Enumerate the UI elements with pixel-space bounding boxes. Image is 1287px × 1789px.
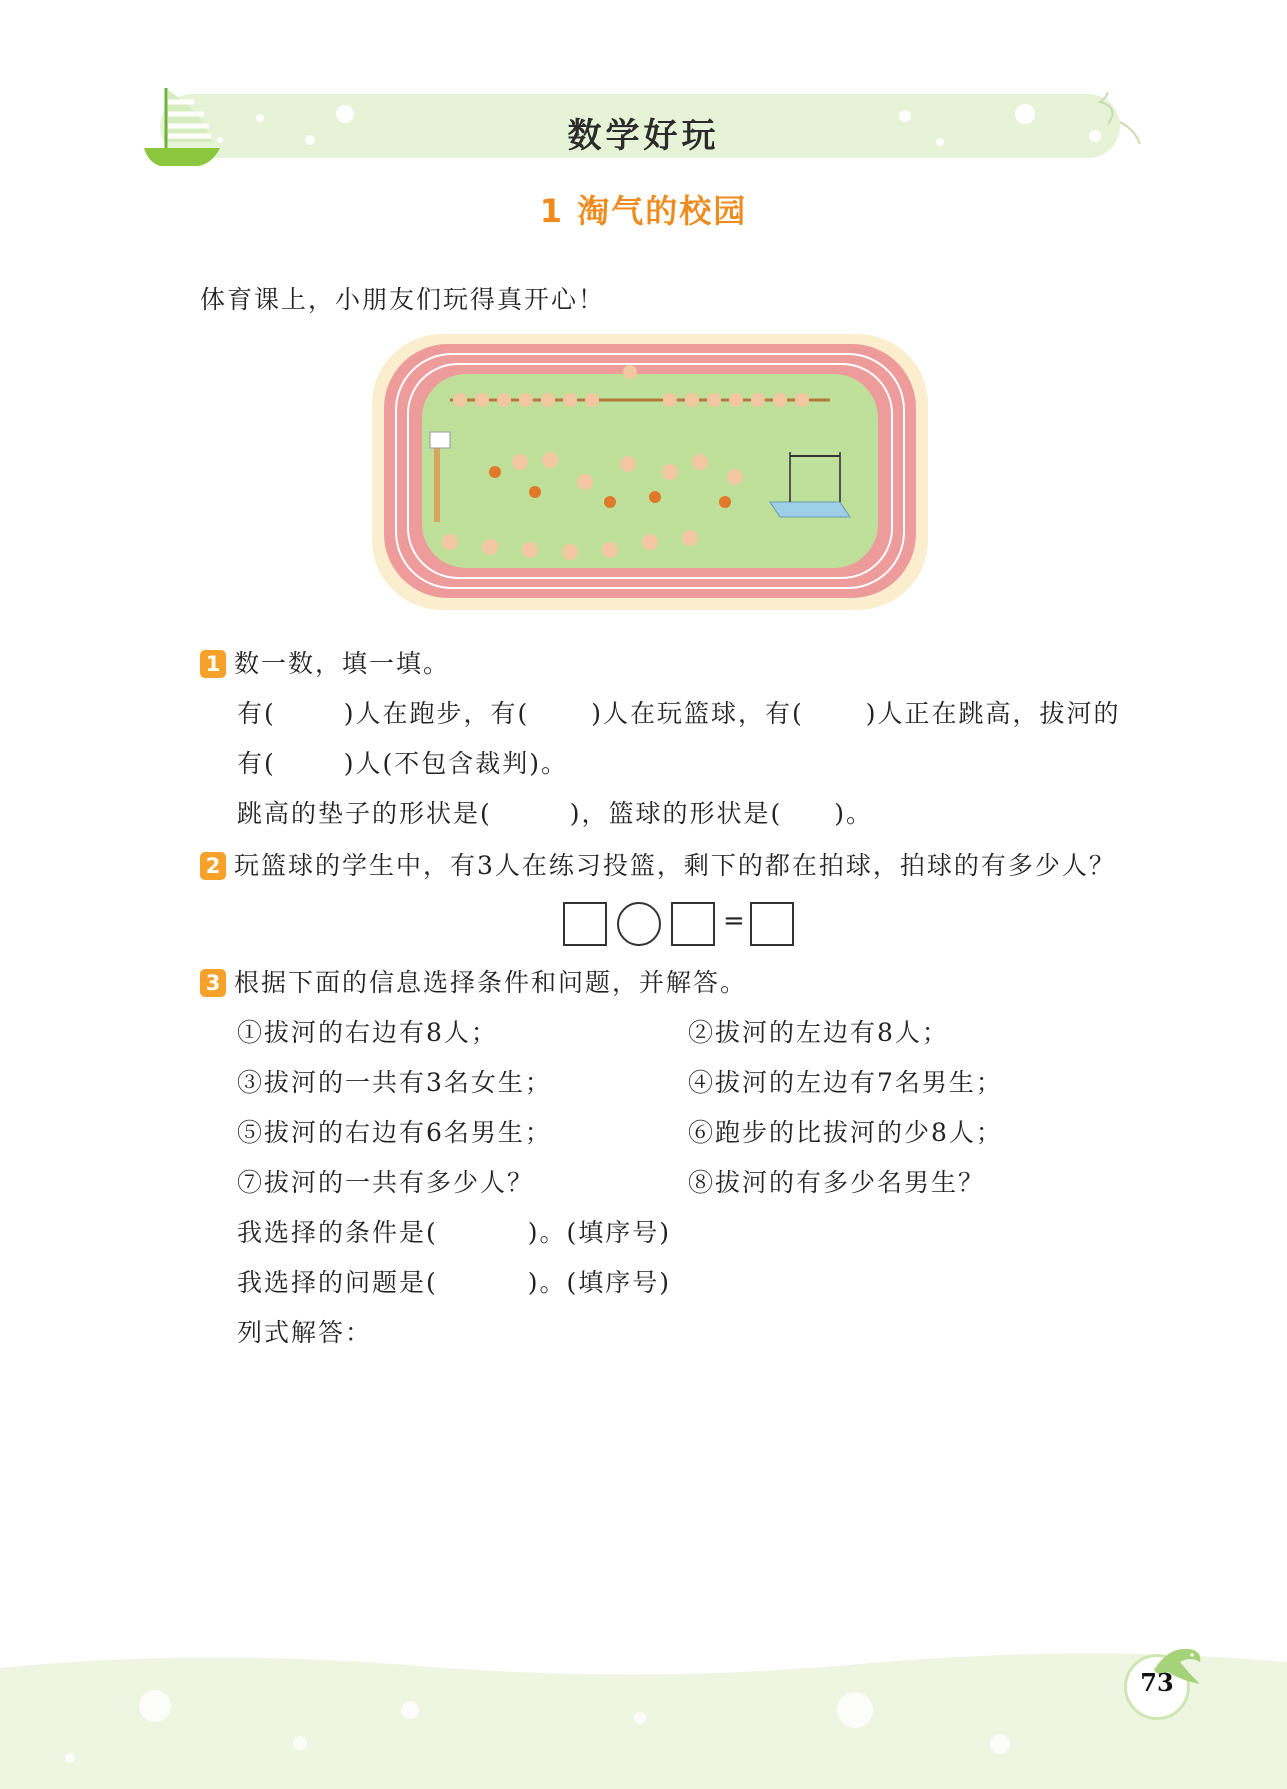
q3-question-line: [237, 1266, 671, 1300]
q3-option-3: ③拔河的一共有3名女生；: [237, 1068, 552, 1097]
q1-text: 有(: [237, 699, 276, 728]
playground-illustration: [370, 332, 930, 612]
q1-line1: [237, 697, 1121, 731]
q1-text: )人正在跳高，拔河的: [865, 699, 1121, 728]
q3-option-2: ②拔河的左边有8人；: [688, 1018, 949, 1047]
q1-line2: [237, 747, 568, 781]
q3-solve-label: 列式解答：: [237, 1318, 373, 1347]
q2-heading: [200, 849, 1116, 883]
lesson-title: 1 淘气的校园: [539, 192, 748, 230]
q3-title: 根据下面的信息选择条件和问题，并解答。: [234, 968, 748, 997]
q3-option-6: ⑥跑步的比拔河的少8人；: [688, 1118, 1003, 1147]
q3-text: 我选择的条件是(: [237, 1218, 438, 1247]
q1-text: )人在跑步，有(: [343, 699, 530, 728]
q3-option-8: ⑧拔河的有多少名男生？: [688, 1168, 986, 1197]
q1-title: 数一数，填一填。: [234, 649, 451, 678]
equation-result-box[interactable]: [750, 902, 794, 946]
q2-title: 玩篮球的学生中，有3人在练习投篮，剩下的都在拍球，拍球的有多少人？: [234, 851, 1116, 880]
equation-equals-sign: =: [723, 906, 745, 936]
q1-text: 跳高的垫子的形状是(: [237, 799, 492, 828]
equation-operator-circle[interactable]: [617, 902, 661, 946]
q3-heading: [200, 966, 747, 1000]
q3-option-4: ④拔河的左边有7名男生；: [688, 1068, 1003, 1097]
q3-option-5: ⑤拔河的右边有6名男生；: [237, 1118, 552, 1147]
q1-text: )人在玩篮球，有(: [591, 699, 804, 728]
solution-area[interactable]: [237, 1360, 1137, 1610]
equation-box-1[interactable]: [563, 902, 607, 946]
q3-option-1: ①拔河的右边有8人；: [237, 1018, 498, 1047]
equation-box-2[interactable]: [671, 902, 715, 946]
q3-option-7: ⑦拔河的一共有多少人？: [237, 1168, 535, 1197]
q3-condition-line: [237, 1216, 671, 1250]
intro-text: 体育课上，小朋友们玩得真开心！: [200, 285, 606, 314]
q3-text: )。(填序号): [527, 1268, 672, 1297]
q1-text: )人(不包含裁判)。: [343, 749, 569, 778]
q3-text: )。(填序号): [527, 1218, 672, 1247]
q1-text: 有(: [237, 749, 276, 778]
q1-heading: [200, 647, 450, 681]
q2-number-badge: 2: [200, 852, 226, 880]
section-title: 数学好玩: [567, 116, 720, 156]
q3-text: 我选择的问题是(: [237, 1268, 438, 1297]
q1-text: )。: [834, 799, 874, 828]
q1-line3: [237, 797, 873, 831]
page-number: 73: [1140, 1668, 1174, 1697]
bottom-wave-decoration: [0, 1648, 1287, 1789]
q1-number-badge: 1: [200, 650, 226, 678]
q3-number-badge: 3: [200, 969, 226, 997]
q1-text: )，篮球的形状是(: [569, 799, 783, 828]
